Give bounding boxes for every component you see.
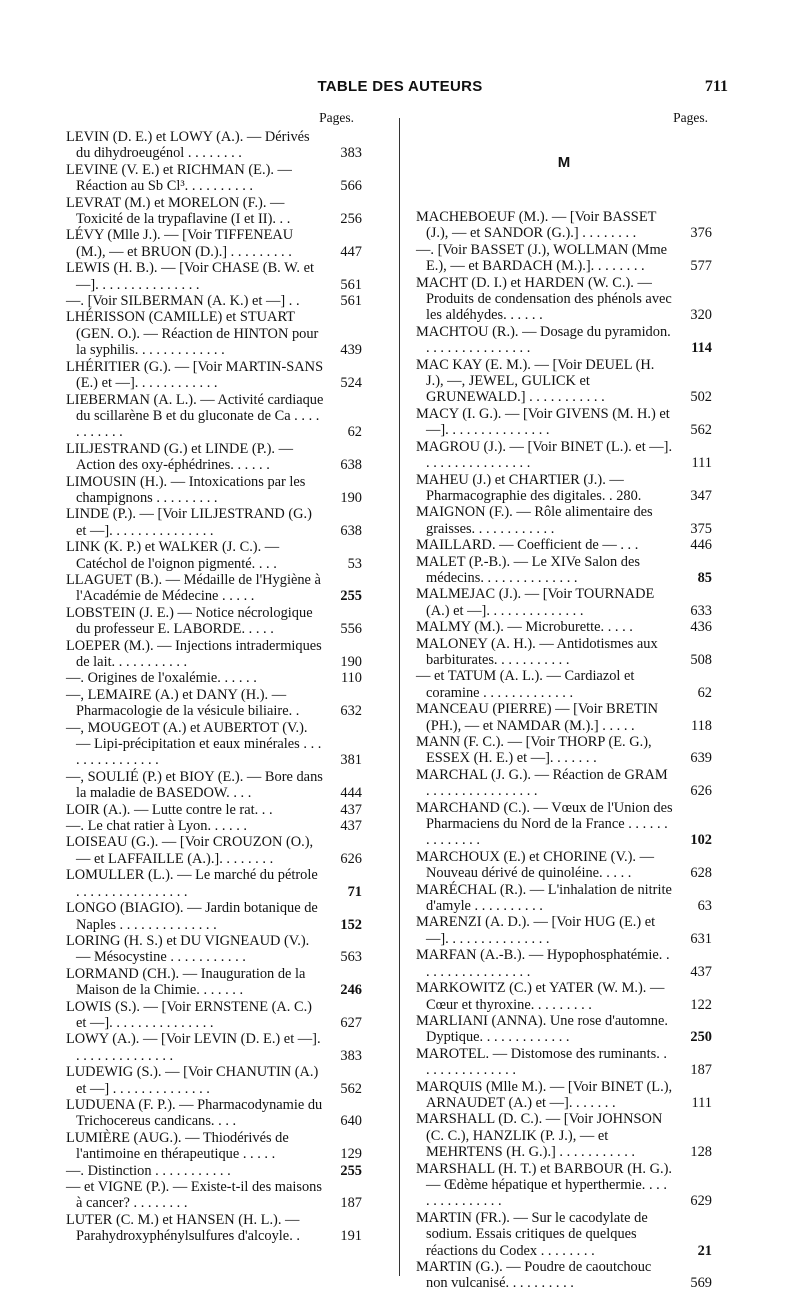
index-entry (416, 882, 712, 915)
index-entry (66, 834, 362, 867)
entry-text: MARÉCHAL (R.). — L'inhalation de nitrite d'amyle . . . . . . . . . . (416, 881, 672, 915)
entry-page: 444 (340, 785, 362, 802)
index-entry (416, 586, 712, 619)
index-entry (66, 1031, 362, 1064)
index-entry (66, 260, 362, 293)
index-entry (66, 720, 362, 769)
entry-text: LORING (H. S.) et DU VIGNEAUD (V.). — Mésocystine . . . . . . . . . . . (66, 932, 310, 966)
index-entry (416, 668, 712, 701)
entry-text: LILJESTRAND (G.) et LINDE (P.). — Action des oxy-éphédrines. . . . . . (66, 440, 294, 474)
index-entry (416, 1161, 712, 1210)
index-entry (66, 441, 362, 474)
index-entry (66, 162, 362, 195)
entry-page: 577 (690, 258, 712, 275)
entry-text: MARTIN (G.). — Poudre de caoutchouc non vulcanisé. . . . . . . . . . (416, 1259, 652, 1292)
index-entry (66, 1064, 362, 1097)
column-divider (399, 118, 400, 1276)
entry-text: MARQUIS (Mlle M.). — [Voir BINET (L.), ARNAUDET (A.) et —]. . . . . . . (416, 1078, 673, 1111)
index-entry (416, 980, 712, 1013)
entry-text: MANN (F. C.). — [Voir THORP (E. G.), ESSEX (H. E.) et —]. . . . . . . (416, 734, 652, 767)
entry-page: 62 (347, 424, 362, 441)
right-entry-list (416, 209, 712, 1292)
entry-text: LEVINE (V. E.) et RICHMAN (E.). — Réaction au Sb Cl³. . . . . . . . . . (66, 161, 292, 195)
index-entry (66, 966, 362, 999)
entry-page: 626 (340, 850, 362, 867)
index-entry (416, 209, 712, 242)
index-entry (66, 227, 362, 260)
index-entry (66, 769, 362, 802)
index-entry (416, 439, 712, 472)
entry-page: 437 (690, 963, 712, 980)
index-entry (66, 359, 362, 392)
entry-text: —. Origines de l'oxalémie. . . . . . (66, 670, 257, 687)
entry-page: 562 (690, 422, 712, 439)
entry-text: LONGO (BIAGIO). — Jardin botanique de Naples . . . . . . . . . . . . . . (66, 900, 318, 933)
entry-page: 439 (340, 342, 362, 359)
index-entry (66, 1130, 362, 1163)
index-entry (416, 1210, 712, 1259)
entry-text: —, LEMAIRE (A.) et DANY (H.). — Pharmacologie de la vésicule biliaire. . (66, 686, 300, 720)
entry-text: LEWIS (H. B.). — [Voir CHASE (B. W. et —]. . . . . . . . . . . . . . . (66, 260, 314, 293)
index-entry (416, 357, 712, 406)
entry-page: 563 (340, 949, 362, 966)
index-entry (66, 933, 362, 966)
entry-text: MALET (P.-B.). — Le XIVe Salon des médecins. . . . . . . . . . . . . . (416, 553, 640, 586)
entry-page: 508 (690, 651, 712, 668)
index-entry (416, 472, 712, 505)
running-title: TABLE DES AUTEURS (317, 78, 483, 95)
entry-text: LHÉRISSON (CAMILLE) et STUART (GEN. O.). — Réaction de HINTON pour la syphilis. . . . . . . . . . . . . (66, 309, 319, 359)
entry-page: 128 (690, 1144, 712, 1161)
entry-page: 524 (340, 375, 362, 392)
entry-text: MALMY (M.). — Microburette. . . . . (416, 619, 633, 636)
index-entry (416, 406, 712, 439)
index-entry (66, 474, 362, 507)
entry-page: 632 (340, 703, 362, 720)
entry-page: 246 (340, 982, 362, 999)
entry-page: 53 (347, 555, 362, 572)
entry-page: 129 (340, 1146, 362, 1163)
index-entry (416, 504, 712, 537)
entry-page: 638 (340, 457, 362, 474)
entry-page: 122 (690, 996, 712, 1013)
entry-text: MAIGNON (F.). — Rôle alimentaire des graisses. . . . . . . . . . . . (416, 504, 653, 537)
entry-text: LINK (K. P.) et WALKER (J. C.). — Catéchol de l'oignon pigmenté. . . . (66, 539, 280, 572)
index-entry (416, 1013, 712, 1046)
entry-text: MARENZI (A. D.). — [Voir HUG (E.) et —]. . . . . . . . . . . . . . . (416, 914, 656, 947)
index-entry (416, 537, 712, 553)
index-entry (416, 324, 712, 357)
index-entry (416, 767, 712, 800)
entry-text: LEVIN (D. E.) et LOWY (A.). — Dérivés du dihydroeugénol . . . . . . . . (66, 129, 310, 162)
index-entry (416, 1079, 712, 1112)
entry-text: MACHTOU (R.). — Dosage du pyramidon. . . . . . . . . . . . . . . . (416, 323, 671, 357)
index-entry (416, 914, 712, 947)
entry-page: 375 (690, 520, 712, 537)
section-letter: M (557, 154, 571, 171)
entry-page: 561 (340, 293, 362, 310)
index-entry (66, 1163, 362, 1179)
entry-page: 639 (690, 750, 712, 767)
entry-page: 63 (697, 898, 712, 915)
entry-text: —. Le chat ratier à Lyon. . . . . . (66, 818, 248, 835)
entry-text: LOWY (A.). — [Voir LEVIN (D. E.) et —]. . . . . . . . . . . . . . . (66, 1031, 321, 1064)
entry-text: LLAGUET (B.). — Médaille de l'Hygiène à l'Académie de Médecine . . . . . (66, 571, 321, 605)
entry-page: 190 (340, 654, 362, 670)
entry-page: 626 (690, 783, 712, 800)
entry-page: 71 (347, 883, 362, 900)
index-entry (66, 818, 362, 834)
entry-text: MAGROU (J.). — [Voir BINET (L.). et —]. . . . . . . . . . . . . . . . (416, 438, 673, 472)
index-entry (416, 619, 712, 635)
entry-page: 191 (340, 1228, 362, 1245)
index-entry (416, 734, 712, 767)
index-entry (416, 800, 712, 849)
entry-page: 381 (340, 752, 362, 769)
entry-text: —. [Voir BASSET (J.), WOLLMAN (Mme E.), — et BARDACH (M.).]. . . . . . . . (416, 241, 668, 275)
entry-page: 383 (340, 1047, 362, 1064)
entry-text: MARTIN (FR.). — Sur le cacodylate de sodium. Essais critiques de quelques réactions du Codex . . . . . . . . (416, 1209, 648, 1259)
entry-text: LOEPER (M.). — Injections intradermiques de lait. . . . . . . . . . . (66, 637, 322, 670)
entry-page: 502 (690, 389, 712, 406)
entry-text: — et VIGNE (P.). — Existe-t-il des maisons à cancer? . . . . . . . . (66, 1179, 322, 1212)
index-entry (66, 670, 362, 686)
entry-page: 446 (690, 537, 712, 554)
index-entry (416, 1046, 712, 1079)
entry-text: LUDUENA (F. P.). — Pharmacodynamie du Trichocereus candicans. . . . (66, 1096, 323, 1130)
entry-page: 255 (340, 1162, 362, 1179)
entry-page: 256 (340, 211, 362, 228)
entry-page: 110 (340, 670, 362, 687)
entry-text: LORMAND (CH.). — Inauguration de la Maison de la Chimie. . . . . . . (66, 965, 306, 999)
entry-text: LUMIÈRE (AUG.). — Thiodérivés de l'antimoine en thérapeutique . . . . . (66, 1129, 289, 1163)
entry-page: 114 (691, 340, 712, 357)
entry-text: MACHEBOEUF (M.). — [Voir BASSET (J.), — et SANDOR (G.).] . . . . . . . . (416, 209, 657, 242)
entry-page: 347 (690, 487, 712, 504)
entry-text: LUDEWIG (S.). — [Voir CHANUTIN (A.) et —] . . . . . . . . . . . . . . (66, 1064, 319, 1097)
index-entry (66, 687, 362, 720)
entry-page: 85 (697, 569, 712, 586)
index-entry (416, 849, 712, 882)
entry-text: MALMEJAC (J.). — [Voir TOURNADE (A.) et —]. . . . . . . . . . . . . . (416, 586, 655, 619)
entry-page: 21 (697, 1242, 712, 1259)
entry-page: 447 (340, 243, 362, 260)
entry-page: 556 (340, 621, 362, 638)
entry-page: 638 (340, 522, 362, 539)
entry-page: 628 (690, 865, 712, 882)
entry-page: 118 (690, 717, 712, 734)
entry-text: MARSHALL (D. C.). — [Voir JOHNSON (C. C.), HANZLIK (P. J.), — et MEHRTENS (H. G.).] . . . . . . . . . . . (416, 1111, 663, 1161)
index-entry (66, 638, 362, 671)
entry-text: —, SOULIÉ (P.) et BIOY (E.). — Bore dans la maladie de BASEDOW. . . . (66, 768, 323, 802)
index-entry (416, 701, 712, 734)
entry-text: — et TATUM (A. L.). — Cardiazol et coramine . . . . . . . . . . . . . (416, 668, 635, 701)
entry-text: MACY (I. G.). — [Voir GIVENS (M. H.) et —]. . . . . . . . . . . . . . . (416, 405, 670, 439)
entry-text: LUTER (C. M.) et HANSEN (H. L.). — Parahydroxyphénylsulfures d'alcoyle. . (66, 1211, 300, 1245)
entry-page: 437 (340, 818, 362, 835)
entry-text: MAC KAY (E. M.). — [Voir DEUEL (H. J.), —, JEWEL, GULICK et GRUNEWALD.] . . . . . . . . . . . (416, 356, 655, 406)
pages-label-right: Pages. (673, 110, 708, 125)
entry-text: MAROTEL. — Distomose des ruminants. . . . . . . . . . . . . . . (416, 1045, 668, 1079)
entry-page: 376 (690, 225, 712, 242)
index-entry (66, 392, 362, 441)
entry-text: LOIR (A.). — Lutte contre le rat. . . (66, 801, 273, 818)
entry-text: LINDE (P.). — [Voir LILJESTRAND (G.) et —]. . . . . . . . . . . . . . . (66, 506, 312, 539)
index-entry (66, 1212, 362, 1245)
entry-page: 437 (340, 801, 362, 818)
entry-page: 320 (690, 307, 712, 324)
entry-page: 569 (690, 1275, 712, 1292)
entry-text: —. Distinction . . . . . . . . . . . (66, 1162, 231, 1179)
index-entry (66, 129, 362, 162)
index-entry (416, 947, 712, 980)
entry-text: MARLIANI (ANNA). Une rose d'automne. Dyptique. . . . . . . . . . . . . (416, 1012, 668, 1046)
entry-text: LOMULLER (L.). — Le marché du pétrole . . . . . . . . . . . . . . . . (66, 867, 318, 900)
index-entry (66, 572, 362, 605)
entry-page: 633 (690, 602, 712, 619)
entry-page: 62 (697, 684, 712, 701)
entry-page: 111 (691, 455, 712, 472)
entry-page: 640 (340, 1113, 362, 1130)
entry-page: 562 (340, 1080, 362, 1097)
entry-text: MACHT (D. I.) et HARDEN (W. C.). — Produits de condensation des phénols avec les aldéhydes. . . . . . (416, 274, 672, 324)
entry-text: MALONEY (A. H.). — Antidotismes aux barbiturates. . . . . . . . . . . (416, 635, 658, 668)
entry-text: MARCHAND (C.). — Vœux de l'Union des Pharmaciens du Nord de la France . . . . . . . . . . . . . . (416, 799, 673, 849)
index-entry (66, 867, 362, 900)
entry-text: LOWIS (S.). — [Voir ERNSTENE (A. C.) et —]. . . . . . . . . . . . . . . (66, 998, 312, 1031)
index-entry (66, 309, 362, 358)
index-entry (66, 1097, 362, 1130)
entry-page: 627 (340, 1014, 362, 1031)
entry-text: LHÉRITIER (G.). — [Voir MARTIN-SANS (E.) et —]. . . . . . . . . . . . (66, 358, 324, 392)
index-entry (66, 195, 362, 228)
entry-text: MAILLARD. — Coefficient de — . . . (416, 537, 639, 554)
entry-page: 566 (340, 178, 362, 195)
entry-text: LOISEAU (G.). — [Voir CROUZON (O.), — et LAFFAILLE (A.).]. . . . . . . . (66, 834, 314, 867)
right-column (416, 110, 712, 1292)
index-entry (416, 1259, 712, 1292)
entry-page: 629 (690, 1193, 712, 1210)
entry-text: MANCEAU (PIERRE) — [Voir BRETIN (PH.), — et NAMDAR (M.).] . . . . . (416, 701, 658, 734)
index-entry (66, 900, 362, 933)
entry-text: —, MOUGEOT (A.) et AUBERTOT (V.). — Lipi-précipitation et eaux minérales . . . . . . . . . . . . . . . (66, 719, 322, 769)
index-entry (66, 539, 362, 572)
entry-page: 152 (340, 916, 362, 933)
entry-text: LOBSTEIN (J. E.) — Notice nécrologique du professeur E. LABORDE. . . . . (66, 604, 313, 638)
index-entry (66, 293, 362, 309)
left-column (66, 110, 362, 1245)
index-entry (416, 636, 712, 669)
entry-page: 187 (340, 1195, 362, 1212)
index-entry (416, 275, 712, 324)
entry-page: 111 (691, 1094, 712, 1111)
index-entry (416, 554, 712, 587)
pages-label-left: Pages. (319, 110, 354, 125)
entry-text: MAHEU (J.) et CHARTIER (J.). — Pharmacographie des digitales. . 280. (416, 471, 642, 504)
page-number: 711 (704, 78, 728, 95)
entry-page: 631 (690, 930, 712, 947)
entry-text: MARKOWITZ (C.) et YATER (W. M.). — Cœur et thyroxine. . . . . . . . . (416, 980, 665, 1013)
entry-text: LIEBERMAN (A. L.). — Activité cardiaque du scillarène B et du gluconate de Ca . . . . . . . . . . . (66, 391, 324, 441)
entry-text: LEVRAT (M.) et MORELON (F.). — Toxicité de la trypaflavine (I et II). . . (66, 194, 291, 228)
index-entry (416, 1111, 712, 1160)
entry-text: —. [Voir SILBERMAN (A. K.) et —] . . (66, 293, 300, 310)
entry-page: 436 (690, 619, 712, 636)
index-entry (416, 242, 712, 275)
entry-page: 561 (340, 276, 362, 293)
entry-text: MARCHOUX (E.) et CHORINE (V.). — Nouveau dérivé de quinoléine. . . . . (416, 848, 654, 882)
page-header (0, 78, 800, 102)
left-entry-list (66, 129, 362, 1245)
entry-text: LÉVY (Mlle J.). — [Voir TIFFENEAU (M.), — et BRUON (D.).] . . . . . . . . . (66, 227, 294, 260)
index-entry (66, 999, 362, 1032)
entry-page: 190 (340, 489, 362, 506)
entry-page: 102 (690, 832, 712, 849)
index-entry (66, 506, 362, 539)
entry-page: 383 (340, 145, 362, 162)
entry-page: 255 (340, 588, 362, 605)
entry-page: 187 (690, 1062, 712, 1079)
entry-page: 250 (690, 1029, 712, 1046)
index-entry (66, 605, 362, 638)
entry-text: LIMOUSIN (H.). — Intoxications par les champignons . . . . . . . . . (66, 473, 306, 506)
index-entry (66, 1179, 362, 1212)
entry-text: MARFAN (A.-B.). — Hypophosphatémie. . . . . . . . . . . . . . . . . (416, 947, 670, 980)
entry-text: MARSHALL (H. T.) et BARBOUR (H. G.). — Œdème hépatique et hyperthermie. . . . . . . . . . . . . . . (416, 1160, 672, 1210)
entry-text: MARCHAL (J. G.). — Réaction de GRAM . . . . . . . . . . . . . . . . (416, 766, 668, 800)
index-entry (66, 802, 362, 818)
